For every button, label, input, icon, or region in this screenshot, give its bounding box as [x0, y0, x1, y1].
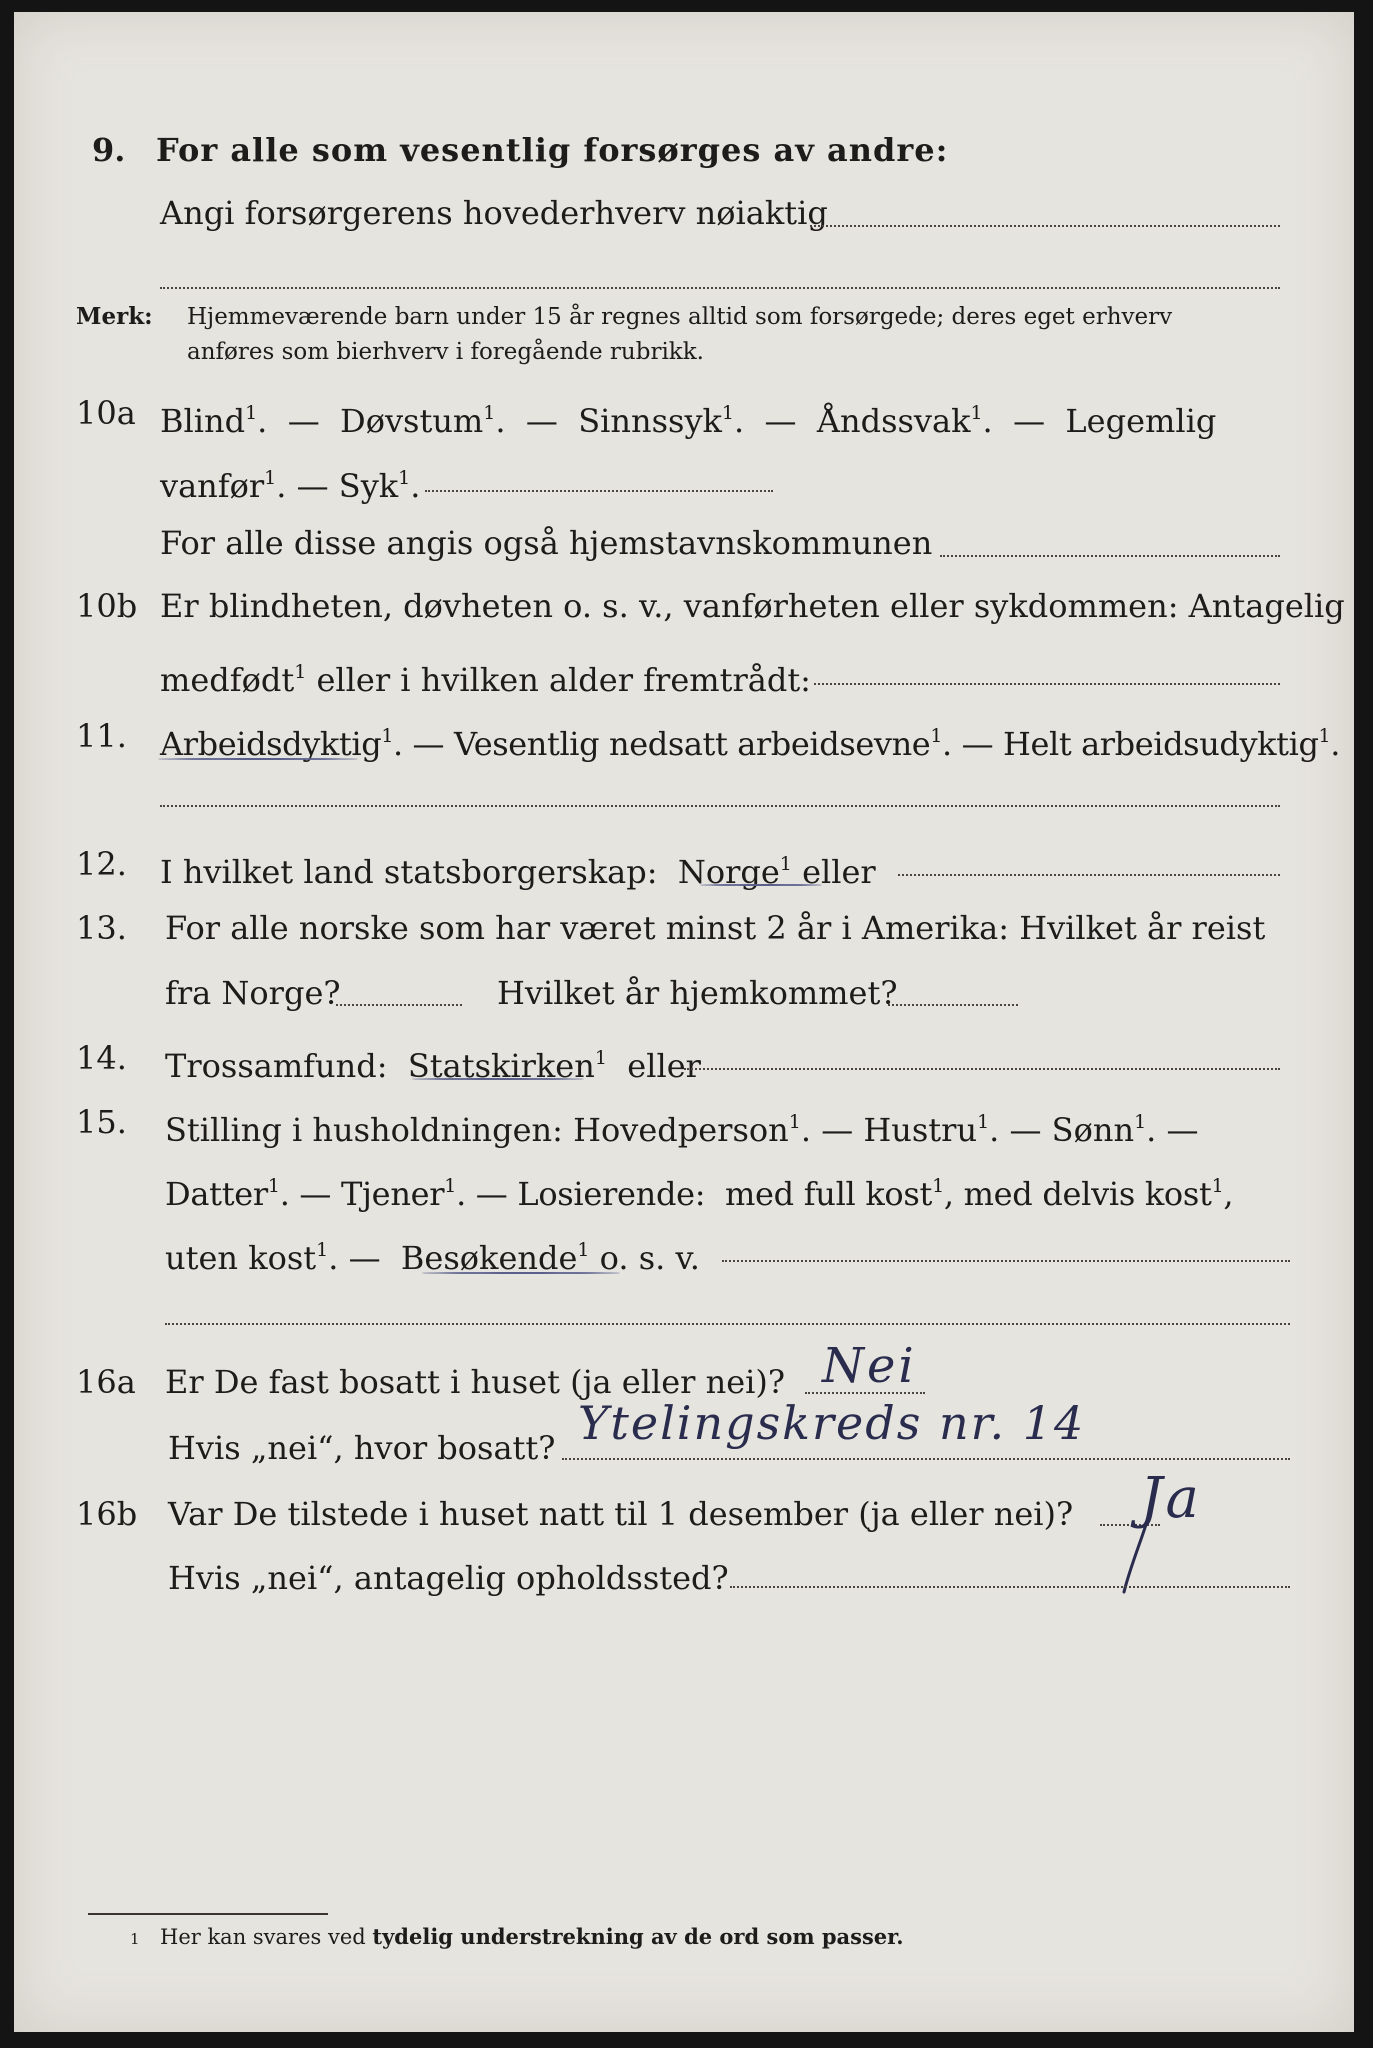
q10a-number: 10a	[76, 394, 136, 432]
q13-fra-norge: fra Norge?	[165, 974, 341, 1012]
q13-line1: For alle norske som har været minst 2 år i Amerika: Hvilket år reist	[165, 909, 1266, 947]
q16b-number: 16b	[76, 1495, 138, 1533]
q10b-number: 10b	[76, 587, 138, 625]
q15-answer-line	[722, 1260, 1290, 1262]
q14-statskirken-underline	[412, 1078, 584, 1080]
q16a-line1: Er De fast bosatt i huset (ja eller nei)?	[165, 1363, 786, 1401]
q16b-handwritten-answer: Ja	[1140, 1466, 1202, 1531]
q10a-hjemstavn-answer-line	[940, 555, 1280, 557]
q15-line1: Stilling i husholdningen: Hovedperson$^1$. — Hustru$^1$. — Sønn$^1$. —	[165, 1111, 1199, 1149]
q16a-handwritten-answer: Nei	[822, 1338, 917, 1394]
q12-norge-underline	[700, 884, 822, 886]
q12-line1: I hvilket land statsborgerskap: Norge$^1$ eller	[160, 853, 876, 891]
merk-label: Merk:	[76, 303, 153, 330]
q15-number: 15.	[76, 1103, 127, 1141]
footnote-mark: 1	[130, 1930, 140, 1948]
q10a-syk-answer-line	[425, 490, 773, 492]
q10a-line2: vanfør$^1$. — Syk$^1$.	[160, 467, 421, 505]
q11-arbeidsdyktig-underline	[158, 758, 358, 760]
q11-answer-line	[160, 805, 1280, 807]
q13-hjemkommet: Hvilket år hjemkommet?	[497, 974, 898, 1012]
q16a-number: 16a	[76, 1363, 136, 1401]
q12-number: 12.	[76, 845, 127, 883]
q16a-handwritten-bosatt: Ytelingskreds nr. 14	[578, 1396, 1086, 1450]
q16a-bosatt-answer-line	[562, 1458, 1290, 1460]
q9-line2: Angi forsørgerens hovederhverv nøiaktig	[160, 194, 828, 232]
q12-answer-line	[898, 874, 1280, 876]
q13-fra-norge-answer-line	[336, 1004, 462, 1006]
q14-number: 14.	[76, 1039, 127, 1077]
q15-line3: uten kost$^1$. — Besøkende$^1$ o. s. v.	[165, 1239, 700, 1277]
q10a-line1: Blind$^1$. — Døvstum$^1$. — Sinnssyk$^1$. — Åndssvak$^1$. — Legemlig	[160, 402, 1217, 440]
q16b-handwritten-stroke	[1110, 1500, 1170, 1600]
q9-answer-line-2	[160, 287, 1280, 289]
q15-besokende-underline	[422, 1272, 620, 1274]
q16b-opholdssted-answer-line	[730, 1586, 1290, 1588]
q11-line1: Arbeidsdyktig$^1$. — Vesentlig nedsatt arbeidsevne$^1$. — Helt arbeidsudyktig$^1$.	[160, 725, 1341, 763]
q13-hjemkommet-answer-line	[888, 1004, 1018, 1006]
footnote-text: Her kan svares ved tydelig understrekning av de ord som passer.	[160, 1924, 904, 1949]
footnote-rule	[88, 1913, 328, 1915]
q15-line2: Datter$^1$. — Tjener$^1$. — Losierende: med full kost$^1$, med delvis kost$^1$,	[165, 1175, 1234, 1213]
q9-line1: For alle som vesentlig forsørges av andre:	[156, 131, 949, 169]
q9-answer-line	[810, 225, 1280, 227]
q13-number: 13.	[76, 909, 127, 947]
q10b-line1: Er blindheten, døvheten o. s. v., vanførheten eller sykdommen: Antagelig	[160, 587, 1345, 625]
q15-answer-line-2	[165, 1323, 1290, 1325]
q9-number: 9.	[92, 131, 126, 169]
q16a-line2: Hvis „nei“, hvor bosatt?	[168, 1429, 556, 1467]
q10b-answer-line	[814, 683, 1280, 685]
merk-line1: Hjemmeværende barn under 15 år regnes alltid som forsørgede; deres eget erhverv	[187, 304, 1173, 330]
q14-answer-line	[684, 1068, 1280, 1070]
q10b-line2: medfødt$^1$ eller i hvilken alder fremtrådt:	[160, 661, 811, 699]
q14-line1: Trossamfund: Statskirken$^1$ eller	[165, 1047, 701, 1085]
q11-number: 11.	[76, 717, 127, 755]
q16b-line1: Var De tilstede i huset natt til 1 desember (ja eller nei)?	[168, 1495, 1074, 1533]
q10a-line3: For alle disse angis også hjemstavnskommunen	[160, 524, 933, 562]
merk-line2: anføres som bierhverv i foregående rubrikk.	[187, 339, 704, 365]
q16b-line2: Hvis „nei“, antagelig opholdssted?	[168, 1559, 729, 1597]
